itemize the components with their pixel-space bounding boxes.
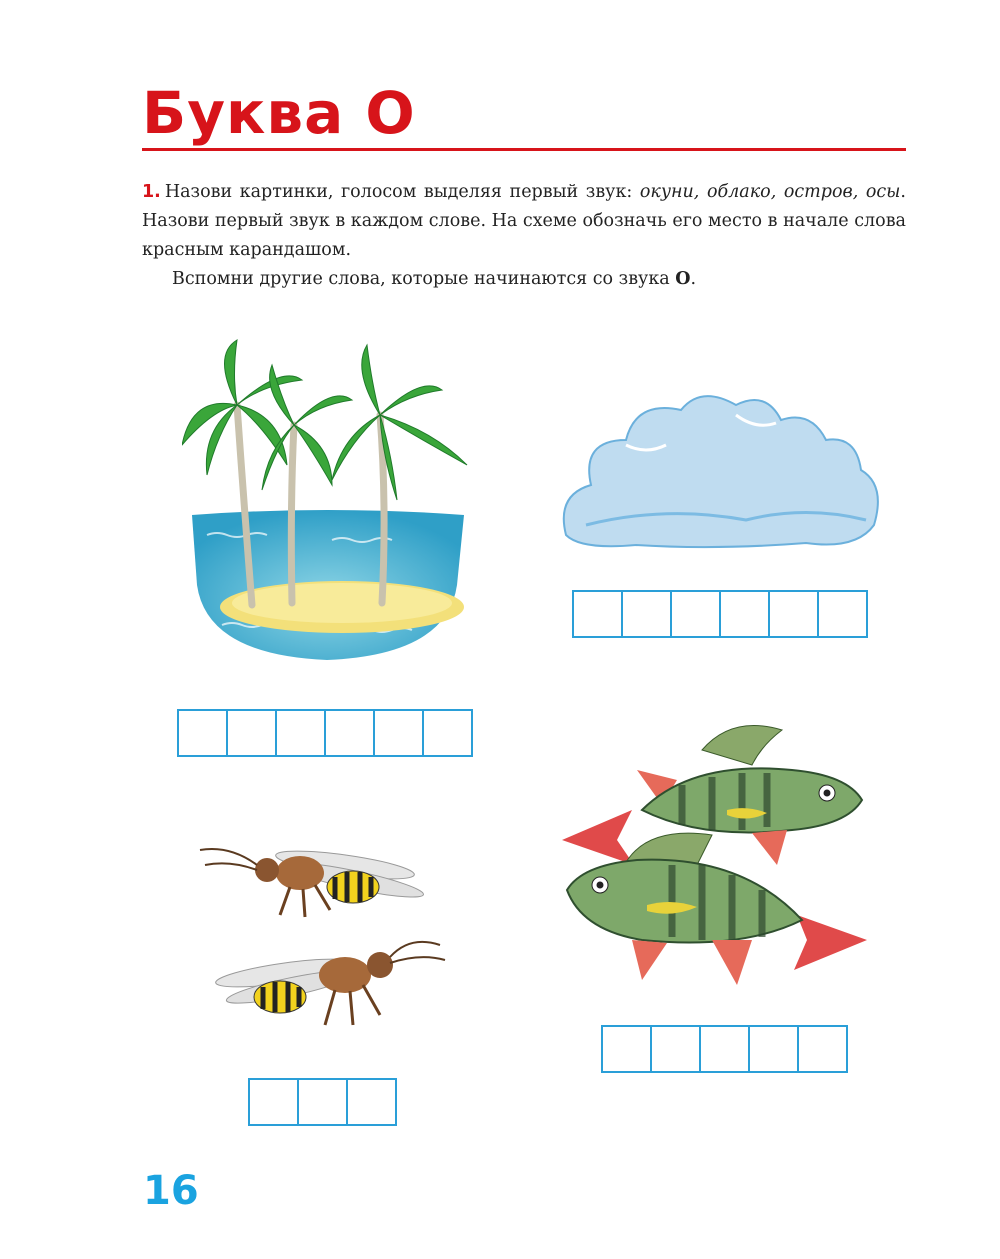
task-number: 1. — [142, 182, 161, 202]
scheme-cell[interactable] — [277, 711, 326, 755]
scheme-fish[interactable] — [601, 1025, 848, 1073]
task-letter: О — [675, 269, 691, 289]
scheme-wasps[interactable] — [248, 1078, 397, 1126]
scheme-cell[interactable] — [326, 711, 375, 755]
task-text-before: Назови картинки, голосом выделяя первый звук: — [164, 182, 640, 202]
cloud-illustration — [556, 385, 886, 555]
task-second-line — [142, 265, 906, 294]
task-text-after: . Назови первый звук в каждом слове. На схеме обозначь его место в начале слова красным карандашом. — [142, 182, 906, 260]
scheme-cell[interactable] — [799, 1027, 846, 1071]
title-divider — [142, 148, 906, 151]
page-number: 16 — [143, 1168, 199, 1214]
scheme-cell[interactable] — [652, 1027, 701, 1071]
scheme-cell[interactable] — [299, 1080, 348, 1124]
task-1 — [142, 178, 906, 294]
scheme-cell[interactable] — [750, 1027, 799, 1071]
task-examples: окуни, облако, остров, осы — [639, 182, 901, 202]
scheme-cell[interactable] — [179, 711, 228, 755]
scheme-cell[interactable] — [770, 592, 819, 636]
perch-fish-illustration — [562, 715, 867, 1000]
scheme-cell[interactable] — [375, 711, 424, 755]
scheme-cell[interactable] — [250, 1080, 299, 1124]
scheme-cell[interactable] — [672, 592, 721, 636]
scheme-cell[interactable] — [721, 592, 770, 636]
scheme-cell[interactable] — [574, 592, 623, 636]
task-second-line-end: . — [690, 269, 697, 289]
scheme-cell[interactable] — [424, 711, 471, 755]
scheme-cell[interactable] — [701, 1027, 750, 1071]
page-title: Буква О — [142, 79, 416, 147]
task-paragraph — [142, 178, 906, 265]
wasps-illustration — [195, 825, 450, 1040]
island-palms-illustration — [182, 335, 472, 670]
scheme-cell[interactable] — [603, 1027, 652, 1071]
scheme-cell[interactable] — [348, 1080, 395, 1124]
scheme-cell[interactable] — [819, 592, 866, 636]
scheme-island[interactable] — [177, 709, 473, 757]
task-second-line-text: Вспомни другие слова, которые начинаются со звука — [172, 269, 676, 289]
scheme-cloud[interactable] — [572, 590, 868, 638]
scheme-cell[interactable] — [228, 711, 277, 755]
scheme-cell[interactable] — [623, 592, 672, 636]
